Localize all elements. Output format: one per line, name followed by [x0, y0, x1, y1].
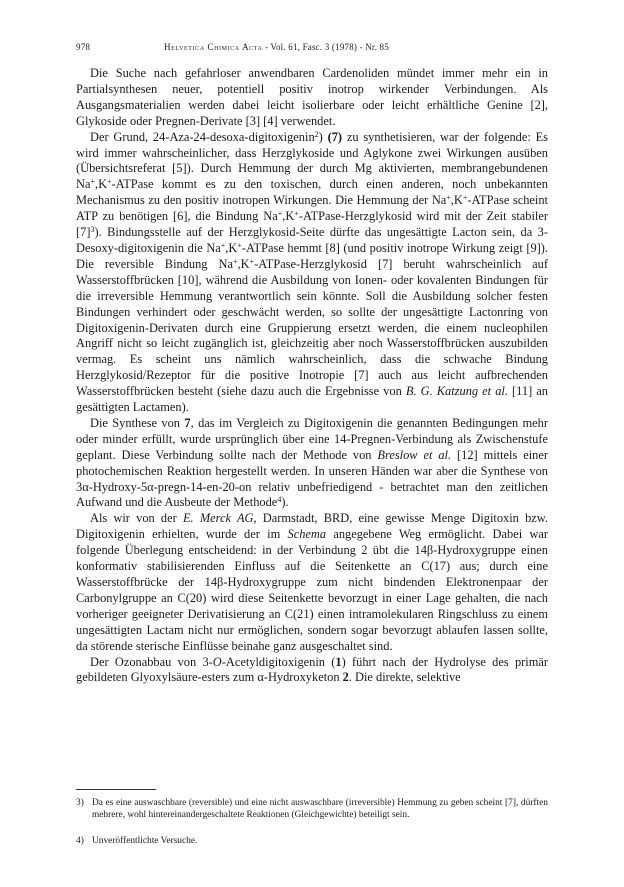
text-run: Die Synthese von	[90, 415, 185, 430]
text-run: -ATPase-Herzglykosid [7] beruht wahrscheinlich auf Wasserstoffbrücken [10], während die Ausbildung von Ionen- oder kovalenten Bindungen für die irreversible Hemmung verantwortlich sein könnte. Soll die Ausbildung solcher festen Bindungen verhindert oder geschwächt werden, so sollte der ungesättigte Lactonring von Digitoxigenin-Derivaten durch eine Gruppierung ersetzt werden, die einem nucleophilen Angriff nicht so leicht zugänglich ist, gleichzeitig aber noch Wasserstoffbrücken auszubilden vermag. Es scheint uns nämlich wahrscheinlich, dass die schwache Bindung Herzglykosid/Rezeptor für die positive Inotropie [7] auch aus leicht aufbrechenden Wasserstoffbrücken besteht (siehe dazu auch die Ergebnisse von	[76, 256, 548, 399]
superscript: +	[90, 177, 95, 187]
journal-issue: - Vol. 61, Fasc. 3 (1978) - Nr. 85	[262, 42, 389, 52]
footnote-rule	[76, 789, 156, 790]
text-run: -ATPase-Herzglykosid wird mit der Zeit stabiler [7]	[76, 209, 548, 240]
text-run: , Darmstadt, BRD, eine gewisse Menge Digitoxin bzw. Digitoxigenin erhielten, wurde der im	[76, 511, 548, 542]
superscript: +	[237, 240, 242, 250]
text-run: ,K	[450, 193, 463, 208]
running-header	[76, 42, 548, 56]
text-run: ,K	[282, 209, 295, 224]
text-run: ,K	[94, 177, 108, 192]
paragraph-5	[76, 655, 548, 687]
text-run: Der Grund, 24-Aza-24-desoxa-digitoxigenin	[90, 129, 315, 144]
superscript: +	[277, 209, 283, 219]
author-citation: B. G. Katzung et al.	[405, 384, 508, 399]
footnote-text: Unveröffentlichte Versuche.	[92, 836, 198, 846]
superscript: +	[249, 256, 255, 266]
company-name: E. Merck AG	[182, 511, 254, 526]
text-run: -ATPase hemmt [8] (und positiv inotrope Wirkung zeigt [9]). Die reversible Bindung Na	[76, 240, 549, 271]
superscript: +	[462, 193, 468, 203]
author-citation: Breslow et al.	[377, 447, 452, 462]
paragraph-4	[76, 511, 548, 654]
footnote-3	[76, 797, 548, 821]
text-run: -ATPase scheint ATP zu benötigen [6], die Bindung Na	[76, 193, 548, 224]
footnote-ref: 4	[277, 495, 282, 505]
footnote-mark: 4)	[76, 836, 84, 846]
compound-ref: (7)	[327, 129, 343, 144]
text-run: -ATPase kommt es zu den toxischen, durch einen anderen, noch unbekannten Mechanismus zu den positiv inotropen Wirkungen. Die Hemmung der Na	[76, 177, 548, 208]
text-run: ,K	[225, 240, 238, 255]
compound-ref: 7	[184, 415, 191, 430]
superscript: +	[107, 177, 112, 187]
compound-ref: 2	[342, 670, 349, 685]
article-body	[76, 66, 548, 686]
text-run: . Die direkte, selektive	[348, 670, 461, 685]
text-run: ,K	[237, 256, 250, 271]
footnote-text: Da es eine auswaschbare (reversible) und eine nicht auswaschbare (irreversible) Hemmung zu geben scheint [7], dürften mehrere, wohl hintereinandergeschaltete Reaktionen (Gleichgewichte) beteiligt sein.	[92, 798, 548, 821]
text-run: angegebene Weg ermöglicht. Dabei war folgende Überlegung entscheidend: in der Verbindung 2 übt die 14β-Hydroxygruppe einen konformativ stabilisierenden Einfluss auf die Seitenkette an C(17) aus; durch eine Wasserstoffbrücke der 14β-Hydroxygruppe zum nicht bindenden Elektronenpaar der Carbonylgruppe an C(20) wird diese Seitenkette bevorzugt in einer Lage gehalten, die nach vorheriger geeigneter Derivatisierung an C(21) einen intramolekularen Ringschluss zu einem ungesättigten Lactam nicht nur ermöglichen, sondern sogar bevorzugt ablaufen lassen sollte, da störende sterische Einflüsse beinahe ganz ausgeschaltet sind.	[76, 527, 548, 653]
superscript: +	[294, 209, 299, 219]
text-run: Der Ozonabbau von 3-	[90, 654, 213, 669]
paragraph-3	[76, 416, 548, 511]
text-run: [12] mittels einer photochemischen Reaktion hergestellt werden. In unseren Händen war aber die Synthese von 3α-Hydroxy-5α-pregn-14-en-20-on relativ unbefriedigend - betrachtet man den zeitlichen Aufwand und die Ausbeute der Methode	[76, 447, 548, 510]
journal-name: Helvetica Chimica Acta	[164, 42, 263, 52]
superscript: +	[446, 193, 451, 203]
footnote-mark: 3)	[76, 798, 84, 808]
footnote-4	[76, 835, 548, 847]
text-run: , das im Vergleich zu Digitoxigenin die genannten Bedingungen mehr oder minder erfüllt, wurde ursprünglich über eine 14-Pregnen-Verbindung als Zwischenstufe geplant. Diese Verbindung sollte nach der Methode von	[76, 415, 548, 462]
superscript: +	[220, 240, 226, 250]
page-number: 978	[76, 42, 91, 52]
schema-ref: Schema	[287, 527, 327, 542]
text-run: Als wir von der	[90, 511, 183, 526]
superscript: +	[232, 256, 238, 266]
paragraph-2: Der Grund, 24-Aza-24-desoxa-digitoxigenin$^2$) (7) zu synthetisieren, war der folgende: Es wird immer wahrscheinlicher, dass Herzglykoside und Aglykone zwei Wirkungen ausüben (Übersichtsreferat [5]). Durch Hemmung der durch Mg aktivierten, membrangebundenen Na+,K+-ATPase kommt es zu den toxischen, durch einen anderen, noch unbekannten Mechanismus zu den positiv inotropen Wirkungen. Die Hemmung der Na+,K+-ATPase scheint ATP zu benötigen [6], die Bindung Na+,K+-ATPase-Herzglykosid wird mit der Zeit stabiler $[7]^3$). Bindungsstelle auf der Herzglykosid-Seite dürfte das ungesättigte Lacton sein, da 3-Desoxy-digitoxigenin die Na+,K+-ATPase hemmt [8] (und positiv inotrope Wirkung zeigt [9]). Die reversible Bindung Na+,K+-ATPase-Herzglykosid [7] beruht wahrscheinlich auf Wasserstoffbrücken [10], während die Ausbildung von Ionen- oder kovalenten Bindungen für die irreversible Hemmung verantwortlich sein könnte. Soll die Ausbildung solcher festen Bindungen verhindert oder geschwächt werden, so sollte der ungesättigte Lactonring von Digitoxigenin-Derivaten durch eine Gruppierung ersetzt werden, die einem nucleophilen Angriff nicht so leicht zugänglich ist, gleichzeitig aber noch Wasserstoffbrücken auszubilden vermag. Es scheint uns nämlich wahrscheinlich, dass die schwache Bindung Herzglykosid/Rezeptor für die positive Inotropie [7] auch aus leicht aufbrechenden Wasserstoffbrücken besteht (siehe dazu auch die Ergebnisse von B. G. Katzung et al. [11] an gesättigten Lactamen).	[76, 129, 549, 415]
journal-citation	[164, 42, 389, 52]
text-run: ). Bindungsstelle auf der Herzglykosid-Seite dürfte das ungesättigte Lacton sein, da 3-Desoxy-digitoxigenin die Na	[76, 225, 548, 255]
text-run: -Acetyldigitoxigenin (	[221, 654, 336, 669]
footnote-ref: 3	[90, 225, 95, 235]
text-run: zu synthetisieren, war der folgende: Es wird immer wahrscheinlicher, dass Herzglykoside und Aglykone zwei Wirkungen ausüben (Übersichtsreferat [5]). Durch Hemmung der durch Mg aktivierten, membrangebundenen Na	[76, 129, 548, 192]
text-run: ) führt nach der Hydrolyse des primär gebildeten Glyoxylsäure-esters zum α-Hydroxyketon	[76, 654, 548, 685]
compound-ref: 1	[335, 654, 342, 669]
locant: O	[212, 654, 222, 669]
footnote-ref: 2	[314, 129, 319, 139]
paragraph-1: Die Suche nach gefahrloser anwendbaren Cardenoliden mündet immer mehr ein in Partialsynthesen neuer, potentiell positiv inotrop wirkender Verbindungen. Als Ausgangsmaterialien werden dabei leicht isolierbare oder leicht erhältliche Genine [2], Glykoside oder Pregnen-Derivate [3] [4] verwendet.	[76, 66, 548, 128]
text-run: [11] an gesättigten Lactamen).	[76, 384, 548, 415]
text-run: ).	[281, 495, 289, 510]
